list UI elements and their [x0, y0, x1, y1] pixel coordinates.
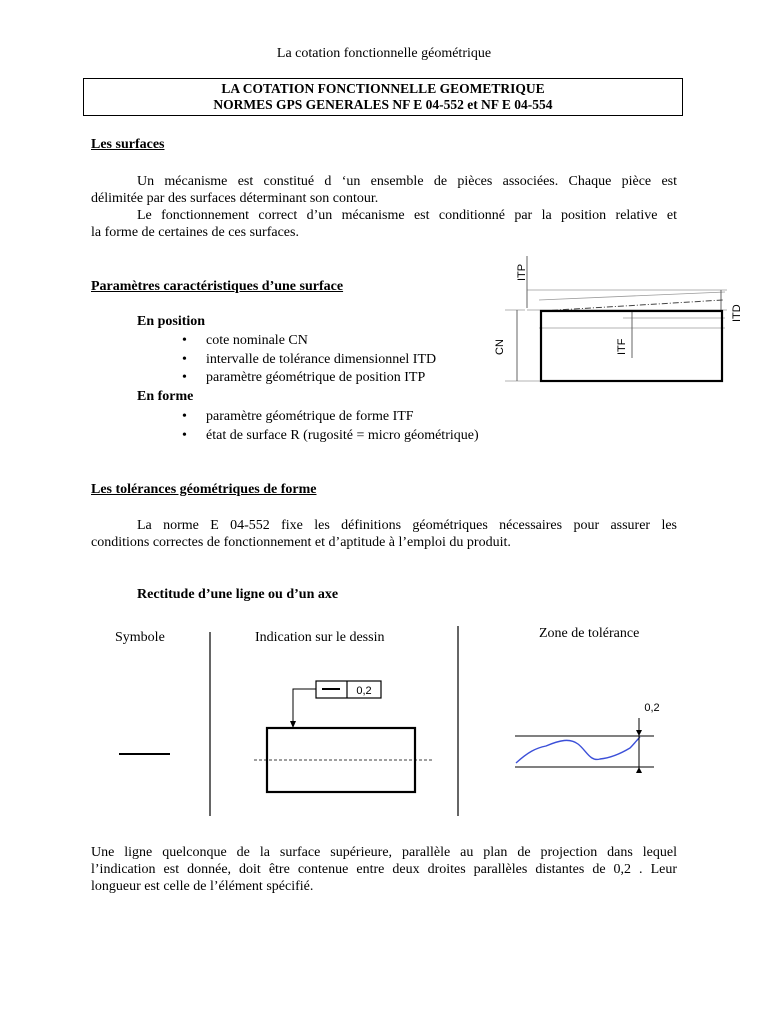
label-itf: ITF [616, 338, 628, 355]
tolerances-l1: La norme E 04-552 fixe les définitions géométriques nécessaires pour assurer les [137, 518, 677, 533]
col-zone-header: Zone de tolérance [539, 626, 640, 641]
desc-l2: l’indication est donnée, doit être contenue entre deux droites parallèles distantes de 0,2 . Leur [91, 862, 677, 877]
rectitude-description [91, 844, 677, 895]
list-item: • paramètre géométrique de forme ITF [182, 408, 479, 427]
heading-surfaces: Les surfaces [91, 137, 165, 152]
frame-value: 0,2 [356, 685, 372, 697]
label-en-forme: En forme [137, 389, 194, 404]
zone-value: 0,2 [644, 702, 660, 714]
desc-l3: longueur est celle de l’élément spécifié. [91, 879, 314, 894]
label-itd: ITD [731, 304, 743, 322]
position-list [182, 332, 436, 388]
list-item: • paramètre géométrique de position ITP [182, 369, 436, 388]
col-symbol-header: Symbole [115, 630, 165, 645]
surface-parameters-figure [485, 248, 760, 388]
subheading-rectitude: Rectitude d’une ligne ou d’un axe [137, 587, 339, 602]
heading-parameters: Paramètres caractéristiques d’une surface [91, 279, 344, 294]
title-line-1: LA COTATION FONCTIONNELLE GEOMETRIQUE [221, 81, 545, 96]
list-item: • cote nominale CN [182, 332, 436, 351]
tolerance-frame [316, 681, 381, 698]
running-header: La cotation fonctionnelle géométrique [276, 46, 492, 61]
surfaces-p1-l2: délimitée par des surfaces déterminant son contour. [91, 191, 379, 206]
surfaces-p2-l2: la forme de certaines de ces surfaces. [91, 225, 299, 240]
surfaces-p1-l1: Un mécanisme est constitué d ‘un ensemble de pièces associées. Chaque pièce est [137, 174, 677, 189]
title-line-2: NORMES GPS GENERALES NF E 04-552 et NF E 04-554 [213, 97, 553, 112]
label-itp: ITP [516, 263, 528, 281]
surfaces-paragraph [91, 173, 677, 241]
tolerances-paragraph [91, 517, 677, 551]
list-item: • état de surface R (rugosité = micro géométrique) [182, 427, 479, 446]
title-box [83, 78, 683, 116]
desc-l1: Une ligne quelconque de la surface supérieure, parallèle au plan de projection dans lequel [91, 845, 677, 860]
label-en-position: En position [137, 314, 206, 329]
profile-curve [516, 737, 640, 763]
list-item: • intervalle de tolérance dimensionnel ITD [182, 351, 436, 370]
label-cn: CN [494, 339, 506, 355]
tolerances-l2: conditions correctes de fonctionnement et d’aptitude à l’emploi du produit. [91, 535, 511, 550]
heading-tolerances: Les tolérances géométriques de forme [91, 482, 317, 497]
form-list [182, 408, 479, 445]
rectitude-table-figure [100, 620, 700, 830]
surfaces-p2-l1: Le fonctionnement correct d’un mécanisme est conditionné par la position relative et [137, 208, 677, 223]
col-indication-header: Indication sur le dessin [255, 630, 385, 645]
